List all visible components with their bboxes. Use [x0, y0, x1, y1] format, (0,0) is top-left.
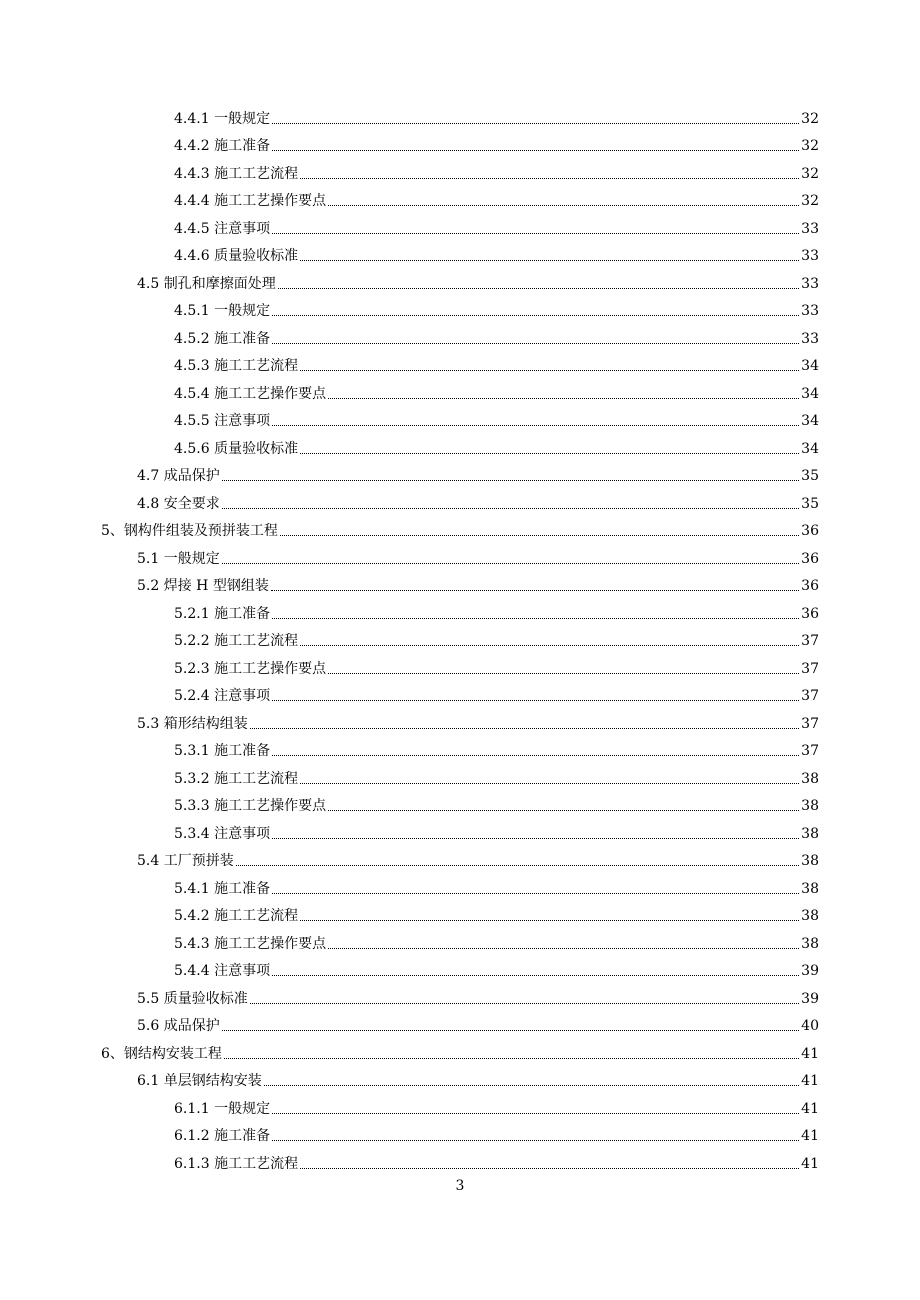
- toc-entry-page: 38: [801, 880, 819, 897]
- toc-entry-label: 4.5.2 施工准备: [174, 330, 271, 347]
- toc-entry-page: 37: [801, 633, 819, 649]
- toc-entry-page: 38: [801, 798, 819, 814]
- toc-leader-dots: [328, 672, 799, 674]
- toc-entry[interactable]: [0, 1147, 920, 1175]
- toc-entry-page: 38: [801, 825, 819, 842]
- toc-leader-dots: [250, 727, 799, 729]
- toc-leader-dots: [250, 1002, 799, 1004]
- toc-entry-page: 33: [801, 303, 819, 319]
- toc-entry-page: 33: [801, 248, 819, 264]
- toc-entry-label: 4.4.2 施工准备: [174, 138, 271, 154]
- toc-entry-label: 4.4.5 注意事项: [174, 220, 271, 237]
- toc-entry[interactable]: [0, 487, 920, 515]
- toc-leader-dots: [222, 562, 799, 564]
- toc-entry[interactable]: [0, 240, 920, 268]
- toc-leader-dots: [272, 232, 799, 234]
- toc-entry-label: 4.8 安全要求: [137, 495, 220, 512]
- toc-entry[interactable]: [0, 817, 920, 845]
- toc-leader-dots: [272, 837, 799, 839]
- toc-entry-label: 5.5 质量验收标准: [137, 990, 248, 1007]
- toc-leader-dots: [222, 479, 799, 481]
- toc-entry[interactable]: [0, 625, 920, 653]
- toc-entry-page: 36: [801, 523, 819, 539]
- toc-entry-page: 32: [801, 165, 819, 182]
- toc-entry-label: 5.2.4 注意事项: [174, 688, 271, 704]
- toc-leader-dots: [272, 617, 799, 619]
- toc-entry[interactable]: [0, 1120, 920, 1148]
- page-number: 3: [455, 1178, 465, 1194]
- toc-leader-dots: [280, 534, 799, 536]
- toc-entry-page: 39: [801, 963, 819, 979]
- toc-entry-label: 4.4.3 施工工艺流程: [174, 165, 299, 182]
- toc-leader-dots: [328, 809, 799, 811]
- table-of-contents: [0, 102, 920, 1175]
- toc-entry-page: 41: [801, 1045, 819, 1062]
- toc-entry-label: 5.4.4 注意事项: [174, 963, 271, 979]
- toc-entry-label: 6、钢结构安装工程: [101, 1045, 222, 1062]
- toc-leader-dots: [272, 754, 799, 756]
- toc-entry-label: 4.5.5 注意事项: [174, 413, 271, 429]
- toc-entry[interactable]: [0, 900, 920, 928]
- toc-entry-page: 34: [801, 413, 819, 429]
- toc-entry[interactable]: [0, 707, 920, 735]
- toc-entry-page: 37: [801, 660, 819, 677]
- toc-leader-dots: [300, 1167, 799, 1169]
- toc-entry[interactable]: [0, 102, 920, 130]
- toc-entry-page: 41: [801, 1073, 819, 1089]
- toc-entry-page: 35: [801, 468, 819, 484]
- toc-entry-page: 38: [801, 935, 819, 952]
- toc-entry-page: 37: [801, 688, 819, 704]
- toc-entry-label: 5、钢构件组装及预拼装工程: [101, 523, 278, 539]
- toc-entry-page: 39: [801, 990, 819, 1007]
- toc-entry-page: 37: [801, 743, 819, 759]
- toc-entry[interactable]: [0, 157, 920, 185]
- toc-entry-label: 5.4.1 施工准备: [174, 880, 271, 897]
- toc-leader-dots: [271, 589, 799, 591]
- toc-entry-label: 5.4 工厂预拼装: [137, 853, 234, 869]
- toc-leader-dots: [272, 314, 799, 316]
- toc-entry-label: 6.1 单层钢结构安装: [137, 1073, 262, 1089]
- toc-entry-label: 5.3.1 施工准备: [174, 743, 271, 759]
- toc-entry-label: 5.3.3 施工工艺操作要点: [174, 798, 327, 814]
- toc-entry[interactable]: [0, 130, 920, 158]
- toc-entry-label: 5.1 一般规定: [137, 550, 220, 567]
- toc-leader-dots: [300, 782, 799, 784]
- toc-entry[interactable]: [0, 322, 920, 350]
- toc-entry-label: 5.2.1 施工准备: [174, 605, 271, 622]
- toc-leader-dots: [264, 1084, 799, 1086]
- toc-entry-page: 41: [801, 1100, 819, 1117]
- toc-leader-dots: [272, 892, 799, 894]
- toc-leader-dots: [272, 149, 799, 151]
- toc-entry-label: 6.1.1 一般规定: [174, 1100, 271, 1117]
- toc-leader-dots: [300, 644, 799, 646]
- toc-leader-dots: [236, 864, 799, 866]
- toc-entry-label: 5.3.2 施工工艺流程: [174, 770, 299, 787]
- toc-entry-label: 4.7 成品保护: [137, 468, 220, 484]
- toc-entry-page: 32: [801, 138, 819, 154]
- toc-leader-dots: [272, 974, 799, 976]
- toc-entry[interactable]: [0, 212, 920, 240]
- toc-entry[interactable]: [0, 185, 920, 213]
- toc-entry-page: 36: [801, 578, 819, 594]
- toc-leader-dots: [224, 1057, 799, 1059]
- toc-entry-page: 38: [801, 770, 819, 787]
- toc-entry-page: 40: [801, 1018, 819, 1034]
- toc-entry[interactable]: [0, 1092, 920, 1120]
- toc-entry-label: 5.2.3 施工工艺操作要点: [174, 660, 327, 677]
- toc-entry[interactable]: [0, 735, 920, 763]
- toc-entry-page: 38: [801, 908, 819, 924]
- toc-entry[interactable]: [0, 377, 920, 405]
- toc-leader-dots: [300, 369, 799, 371]
- toc-entry[interactable]: [0, 762, 920, 790]
- toc-entry-label: 4.5.1 一般规定: [174, 303, 271, 319]
- toc-leader-dots: [328, 204, 799, 206]
- toc-leader-dots: [222, 1029, 799, 1031]
- toc-entry[interactable]: [0, 872, 920, 900]
- toc-entry-page: 32: [801, 110, 819, 127]
- toc-entry-page: 32: [801, 193, 819, 209]
- toc-entry-label: 5.2.2 施工工艺流程: [174, 633, 299, 649]
- toc-entry-page: 33: [801, 275, 819, 292]
- toc-entry[interactable]: [0, 542, 920, 570]
- toc-entry[interactable]: [0, 432, 920, 460]
- toc-entry-label: 5.4.2 施工工艺流程: [174, 908, 299, 924]
- toc-leader-dots: [300, 259, 799, 261]
- toc-entry-page: 37: [801, 715, 819, 732]
- toc-entry[interactable]: [0, 295, 920, 323]
- toc-entry-label: 4.5.3 施工工艺流程: [174, 358, 299, 374]
- toc-leader-dots: [272, 699, 799, 701]
- toc-entry[interactable]: [0, 515, 920, 543]
- toc-entry-page: 34: [801, 440, 819, 457]
- toc-entry-page: 33: [801, 220, 819, 237]
- toc-entry-page: 33: [801, 330, 819, 347]
- toc-entry[interactable]: [0, 570, 920, 598]
- toc-leader-dots: [272, 342, 799, 344]
- toc-entry-label: 5.3 箱形结构组装: [137, 715, 248, 732]
- toc-entry[interactable]: [0, 597, 920, 625]
- toc-entry[interactable]: [0, 927, 920, 955]
- toc-entry[interactable]: [0, 982, 920, 1010]
- toc-leader-dots: [278, 287, 799, 289]
- toc-leader-dots: [272, 122, 799, 124]
- toc-entry[interactable]: [0, 267, 920, 295]
- toc-entry[interactable]: [0, 955, 920, 983]
- toc-entry-page: 34: [801, 385, 819, 402]
- toc-leader-dots: [300, 177, 799, 179]
- toc-leader-dots: [328, 397, 799, 399]
- toc-entry-label: 5.6 成品保护: [137, 1018, 220, 1034]
- toc-entry[interactable]: [0, 1065, 920, 1093]
- toc-entry[interactable]: [0, 845, 920, 873]
- toc-entry[interactable]: [0, 350, 920, 378]
- toc-leader-dots: [222, 507, 799, 509]
- toc-entry[interactable]: [0, 460, 920, 488]
- toc-leader-dots: [272, 1139, 799, 1141]
- toc-entry-label: 5.2 焊接 H 型钢组装: [137, 578, 269, 594]
- toc-entry[interactable]: [0, 652, 920, 680]
- toc-leader-dots: [272, 424, 799, 426]
- toc-entry-label: 6.1.2 施工准备: [174, 1128, 271, 1144]
- toc-leader-dots: [300, 919, 799, 921]
- toc-entry-label: 4.4.4 施工工艺操作要点: [174, 193, 327, 209]
- toc-entry-label: 4.5.6 质量验收标准: [174, 440, 299, 457]
- toc-entry[interactable]: [0, 1010, 920, 1038]
- toc-entry-page: 41: [801, 1155, 819, 1172]
- toc-entry-page: 36: [801, 550, 819, 567]
- toc-entry[interactable]: [0, 790, 920, 818]
- toc-entry-label: 4.5 制孔和摩擦面处理: [137, 275, 276, 292]
- toc-entry[interactable]: [0, 1037, 920, 1065]
- toc-leader-dots: [272, 1112, 799, 1114]
- toc-entry-label: 4.4.1 一般规定: [174, 110, 271, 127]
- toc-entry-page: 34: [801, 358, 819, 374]
- toc-entry[interactable]: [0, 405, 920, 433]
- toc-entry-page: 38: [801, 853, 819, 869]
- toc-leader-dots: [328, 947, 799, 949]
- toc-entry-label: 4.5.4 施工工艺操作要点: [174, 385, 327, 402]
- toc-entry[interactable]: [0, 680, 920, 708]
- toc-entry-label: 6.1.3 施工工艺流程: [174, 1155, 299, 1172]
- toc-entry-page: 35: [801, 495, 819, 512]
- toc-entry-page: 41: [801, 1128, 819, 1144]
- toc-entry-label: 5.3.4 注意事项: [174, 825, 271, 842]
- toc-leader-dots: [300, 452, 799, 454]
- toc-entry-label: 4.4.6 质量验收标准: [174, 248, 299, 264]
- toc-entry-label: 5.4.3 施工工艺操作要点: [174, 935, 327, 952]
- toc-entry-page: 36: [801, 605, 819, 622]
